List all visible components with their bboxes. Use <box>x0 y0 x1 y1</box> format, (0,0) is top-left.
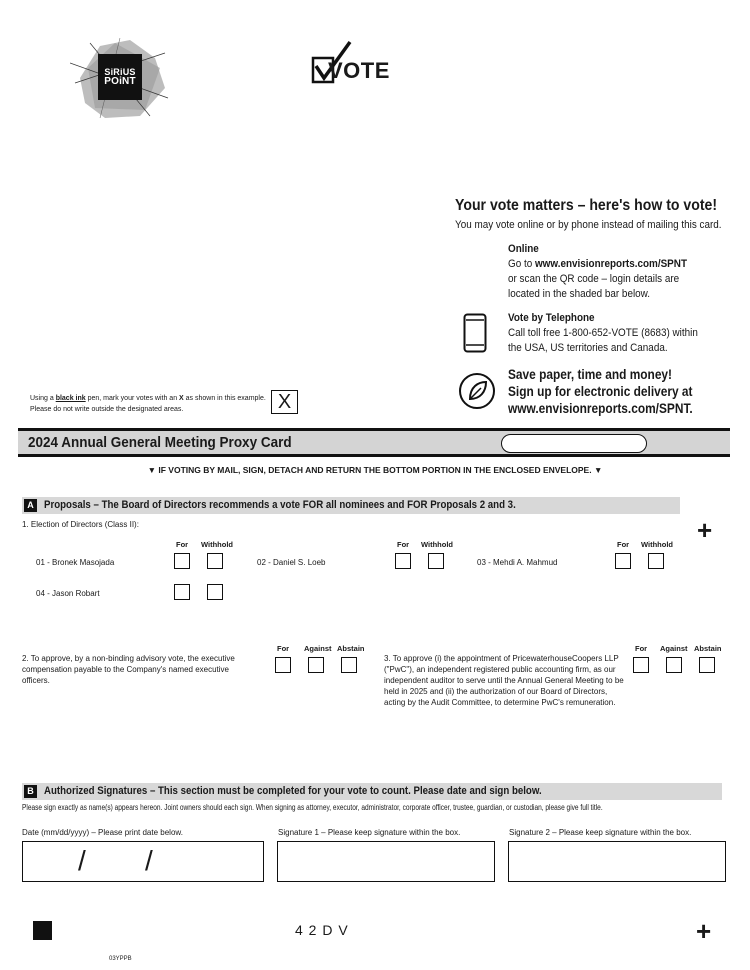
telephone-line-2: the USA, US territories and Canada. <box>508 342 668 354</box>
date-label: Date (mm/dd/yyyy) – Please print date below. <box>22 828 183 837</box>
proposal-1-label: 1. Election of Directors (Class II): <box>22 520 139 529</box>
nominee-01: 01 - Bronek Masojada <box>36 558 115 567</box>
col-withhold-3: Withhold <box>641 540 674 549</box>
small-form-code: 03YPPB <box>109 956 132 962</box>
signature-2-label: Signature 2 – Please keep signature within the box. <box>509 828 692 837</box>
col-withhold-2: Withhold <box>421 540 454 549</box>
proposal-3-text: 3. To approve (i) the appointment of PricewaterhouseCoopers LLP ("PwC"), an independent registered public accounting firm, as our independent auditor to serve until the Annual General Meeting to be held in 2025 and (ii) the authorization of our Board of Directors, acting by the Audit Committee, to determine PwC's remuneration. <box>384 654 624 707</box>
nominee-04-withhold-checkbox[interactable] <box>207 584 223 600</box>
nominee-03-for-checkbox[interactable] <box>615 553 631 569</box>
instr-bold: black ink <box>55 395 86 402</box>
electronic-delivery-link[interactable]: www.envisionreports.com/SPNT. <box>508 400 693 416</box>
online-line-3: located in the shaded bar below. <box>508 288 651 300</box>
example-mark-box: X <box>271 390 298 414</box>
proposal-3-for-checkbox[interactable] <box>633 657 649 673</box>
col-withhold-1: Withhold <box>201 540 234 549</box>
p3-col-abstain: Abstain <box>694 644 722 653</box>
date-input-box[interactable] <box>22 841 264 882</box>
section-b-heading: Authorized Signatures – This section must be completed for your vote to count. Please date and sign below. <box>44 785 542 797</box>
vote-logo <box>310 40 390 86</box>
section-b-header <box>22 783 722 800</box>
telephone-line-1: Call toll free 1-800-652-VOTE (8683) within <box>508 327 698 339</box>
online-heading: Online <box>508 243 539 255</box>
nominee-01-withhold-checkbox[interactable] <box>207 553 223 569</box>
instr-pre: Using a <box>30 395 56 402</box>
date-separator-1: / <box>78 845 86 876</box>
nominee-03-withhold-checkbox[interactable] <box>648 553 664 569</box>
marking-instructions <box>30 393 266 415</box>
card-title: 2024 Annual General Meeting Proxy Card <box>28 434 292 451</box>
section-a-heading: Proposals – The Board of Directors recommends a vote FOR all nominees and FOR Proposals 2 and 3. <box>44 499 516 511</box>
nominee-02: 02 - Daniel S. Loeb <box>257 558 326 567</box>
proxy-card-title-bar <box>18 428 730 457</box>
proposal-2-text: 2. To approve, by a non-binding advisory vote, the executive compensation payable to the Company's named executive officers. <box>22 654 235 685</box>
logo-line-1: SiRiUS <box>104 67 136 77</box>
col-for-2: For <box>397 540 410 549</box>
col-for-1: For <box>176 540 189 549</box>
company-logo <box>70 38 170 120</box>
instr-x: X <box>179 395 184 402</box>
date-separator-2: / <box>145 845 153 876</box>
section-b-letter: B <box>24 785 37 798</box>
signature-1-label: Signature 1 – Please keep signature within the box. <box>278 828 461 837</box>
nominee-04-for-checkbox[interactable] <box>174 584 190 600</box>
p3-col-against: Against <box>660 644 688 653</box>
electronic-line-2: Sign up for electronic delivery at <box>508 383 693 399</box>
registration-plus-bottom: + <box>696 916 712 946</box>
form-code: 4 2 D V <box>295 922 349 938</box>
registration-plus-top: + <box>697 515 713 545</box>
login-details-field <box>501 434 647 453</box>
proposal-2-abstain-checkbox[interactable] <box>341 657 357 673</box>
leaf-icon <box>458 372 496 415</box>
nominee-02-for-checkbox[interactable] <box>395 553 411 569</box>
col-for-3: For <box>617 540 630 549</box>
signature-1-box[interactable] <box>277 841 495 882</box>
proposal-2-against-checkbox[interactable] <box>308 657 324 673</box>
signature-2-box[interactable] <box>508 841 726 882</box>
how-to-vote-subtitle: You may vote online or by phone instead of mailing this card. <box>455 219 722 231</box>
vote-logo-text: VOTE <box>328 58 390 83</box>
instr-mid: pen, mark your votes with an <box>85 395 180 402</box>
logo-line-2: POiNT <box>104 76 136 87</box>
nominee-03: 03 - Mehdi A. Mahmud <box>477 558 558 567</box>
p2-col-for: For <box>277 644 290 653</box>
signature-instructions <box>22 803 742 812</box>
proposal-3-against-checkbox[interactable] <box>666 657 682 673</box>
mobile-phone-icon <box>463 313 487 358</box>
nominee-04: 04 - Jason Robart <box>36 589 100 598</box>
online-line-1-prefix: Go to <box>508 258 535 270</box>
marking-instructions-line-2: Please do not write outside the designated areas. <box>30 406 184 413</box>
online-vote-link[interactable]: www.envisionreports.com/SPNT <box>534 258 687 270</box>
signature-instructions-text: Please sign exactly as name(s) appears hereon. Joint owners should each sign. When signing as attorney, executor, administrator, corporate officer, trustee, guardian, or custodian, please give full title. <box>22 803 603 812</box>
online-line-2: or scan the QR code – login details are <box>508 273 680 285</box>
instr-post: as shown in this example. <box>183 395 266 402</box>
p3-col-for: For <box>635 644 648 653</box>
telephone-heading: Vote by Telephone <box>508 312 595 324</box>
section-a-header <box>22 497 680 514</box>
proposal-3-abstain-checkbox[interactable] <box>699 657 715 673</box>
how-to-vote-title: Your vote matters – here's how to vote! <box>455 197 718 214</box>
marking-instructions-line-1 <box>30 393 266 404</box>
p2-col-abstain: Abstain <box>337 644 365 653</box>
p2-col-against: Against <box>304 644 332 653</box>
section-a-letter: A <box>24 499 37 512</box>
registration-square <box>33 921 52 940</box>
nominee-01-for-checkbox[interactable] <box>174 553 190 569</box>
electronic-line-1: Save paper, time and money! <box>508 366 673 382</box>
proposal-2-for-checkbox[interactable] <box>275 657 291 673</box>
nominee-02-withhold-checkbox[interactable] <box>428 553 444 569</box>
logo-wordmark <box>98 54 142 100</box>
mail-instruction: ▼ IF VOTING BY MAIL, SIGN, DETACH AND RETURN THE BOTTOM PORTION IN THE ENCLOSED ENVELOPE. ▼ <box>147 465 603 475</box>
online-line-1 <box>508 257 687 272</box>
